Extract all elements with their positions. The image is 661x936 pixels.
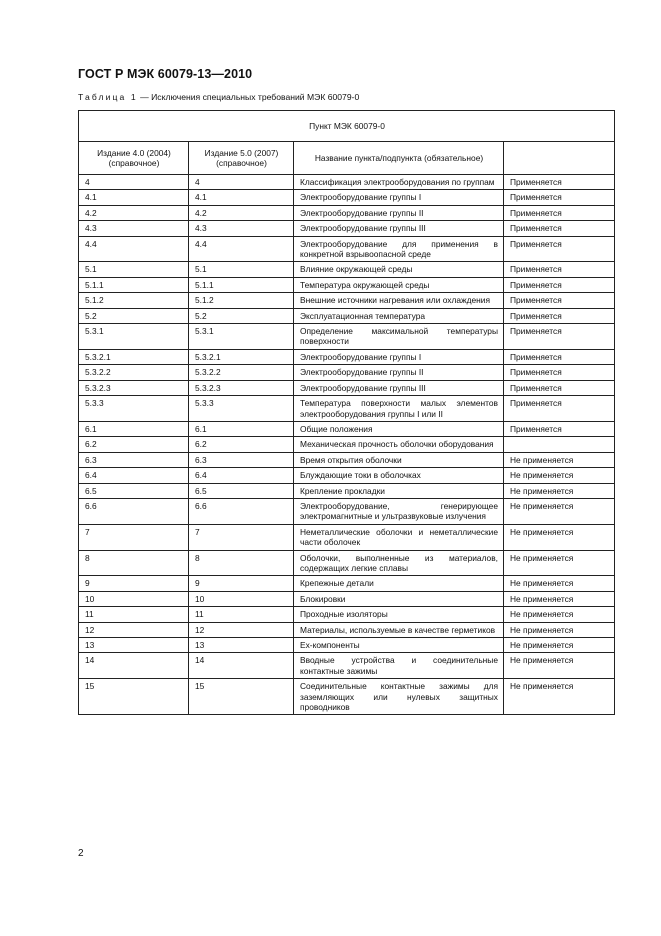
cell-clause-name: Классификация электрооборудования по группам	[294, 175, 504, 190]
cell-applicability	[504, 437, 615, 452]
cell-edition-5: 13	[189, 638, 294, 653]
cell-applicability: Применяется	[504, 380, 615, 395]
cell-edition-4: 6.4	[79, 468, 189, 483]
cell-applicability: Не применяется	[504, 653, 615, 679]
table-caption-label: Таблица 1	[78, 92, 138, 102]
cell-edition-4: 6.5	[79, 483, 189, 498]
cell-edition-5: 6.2	[189, 437, 294, 452]
table-row	[79, 622, 615, 637]
table-body	[79, 175, 615, 715]
table-row	[79, 380, 615, 395]
cell-edition-5: 14	[189, 653, 294, 679]
cell-edition-5: 5.1	[189, 262, 294, 277]
cell-edition-5: 10	[189, 591, 294, 606]
cell-edition-4: 4.4	[79, 236, 189, 262]
table-row	[79, 498, 615, 524]
cell-applicability: Применяется	[504, 324, 615, 350]
cell-edition-4: 15	[79, 679, 189, 715]
cell-edition-5: 5.3.2.1	[189, 349, 294, 364]
table-row	[79, 653, 615, 679]
cell-edition-5: 6.5	[189, 483, 294, 498]
cell-clause-name: Время открытия оболочки	[294, 452, 504, 467]
cell-applicability: Не применяется	[504, 591, 615, 606]
table-column-header-row	[79, 142, 615, 175]
cell-edition-5: 5.1.2	[189, 293, 294, 308]
cell-edition-5: 6.1	[189, 421, 294, 436]
cell-applicability: Не применяется	[504, 638, 615, 653]
table-row	[79, 483, 615, 498]
table-group-header-row	[79, 111, 615, 142]
cell-edition-4: 4.2	[79, 205, 189, 220]
cell-edition-4: 5.1.1	[79, 277, 189, 292]
cell-clause-name: Неметаллические оболочки и неметаллические части оболочек	[294, 524, 504, 550]
column-header-applicability	[504, 142, 615, 175]
cell-edition-4: 5.3.3	[79, 396, 189, 422]
cell-applicability: Применяется	[504, 221, 615, 236]
cell-applicability: Применяется	[504, 421, 615, 436]
table-row	[79, 293, 615, 308]
cell-edition-5: 5.1.1	[189, 277, 294, 292]
cell-clause-name: Соединительные контактные зажимы для заземляющих или нулевых защитных проводников	[294, 679, 504, 715]
cell-edition-4: 5.3.2.3	[79, 380, 189, 395]
cell-applicability: Применяется	[504, 205, 615, 220]
cell-edition-5: 5.3.2.3	[189, 380, 294, 395]
table-row	[79, 591, 615, 606]
group-header-cell: Пункт МЭК 60079-0	[79, 111, 615, 142]
cell-edition-5: 6.4	[189, 468, 294, 483]
cell-clause-name: Электрооборудование группы I	[294, 190, 504, 205]
cell-edition-4: 11	[79, 607, 189, 622]
cell-clause-name: Определение максимальной температуры поверхности	[294, 324, 504, 350]
cell-edition-4: 12	[79, 622, 189, 637]
cell-edition-5: 11	[189, 607, 294, 622]
cell-edition-5: 5.2	[189, 308, 294, 323]
cell-applicability: Не применяется	[504, 550, 615, 576]
table-row	[79, 396, 615, 422]
table-row	[79, 277, 615, 292]
cell-edition-5: 4.3	[189, 221, 294, 236]
table-row	[79, 365, 615, 380]
cell-applicability: Применяется	[504, 308, 615, 323]
cell-applicability: Не применяется	[504, 622, 615, 637]
cell-applicability: Применяется	[504, 277, 615, 292]
cell-clause-name: Электрооборудование, генерирующее электромагнитные и ультразвуковые излучения	[294, 498, 504, 524]
table-row	[79, 236, 615, 262]
cell-edition-4: 10	[79, 591, 189, 606]
cell-clause-name: Механическая прочность оболочки оборудования	[294, 437, 504, 452]
cell-edition-5: 4.4	[189, 236, 294, 262]
cell-applicability: Не применяется	[504, 498, 615, 524]
cell-applicability: Применяется	[504, 396, 615, 422]
cell-applicability: Не применяется	[504, 452, 615, 467]
cell-applicability: Не применяется	[504, 607, 615, 622]
cell-edition-5: 5.3.3	[189, 396, 294, 422]
cell-clause-name: Крепление прокладки	[294, 483, 504, 498]
cell-edition-4: 5.1.2	[79, 293, 189, 308]
document-title: ГОСТ Р МЭК 60079-13—2010	[78, 67, 253, 81]
table-row	[79, 524, 615, 550]
cell-clause-name: Электрооборудование группы III	[294, 380, 504, 395]
cell-applicability: Применяется	[504, 262, 615, 277]
cell-applicability: Не применяется	[504, 524, 615, 550]
cell-applicability: Не применяется	[504, 576, 615, 591]
table-row	[79, 452, 615, 467]
cell-edition-4: 6.3	[79, 452, 189, 467]
cell-edition-4: 5.3.2.1	[79, 349, 189, 364]
cell-clause-name: Общие положения	[294, 421, 504, 436]
cell-edition-5: 4.1	[189, 190, 294, 205]
cell-edition-5: 7	[189, 524, 294, 550]
cell-applicability: Не применяется	[504, 468, 615, 483]
cell-applicability: Применяется	[504, 190, 615, 205]
cell-edition-5: 9	[189, 576, 294, 591]
table-row	[79, 349, 615, 364]
table-row	[79, 205, 615, 220]
cell-edition-4: 5.1	[79, 262, 189, 277]
cell-edition-4: 13	[79, 638, 189, 653]
cell-clause-name: Материалы, используемые в качестве герметиков	[294, 622, 504, 637]
cell-edition-4: 6.2	[79, 437, 189, 452]
page-number: 2	[78, 848, 84, 859]
cell-clause-name: Электрооборудование группы III	[294, 221, 504, 236]
cell-edition-5: 5.3.1	[189, 324, 294, 350]
table-caption-text: — Исключения специальных требований МЭК 60079-0	[137, 92, 360, 102]
table-caption	[78, 92, 359, 102]
cell-clause-name: Вводные устройства и соединительные контактные зажимы	[294, 653, 504, 679]
cell-applicability: Применяется	[504, 175, 615, 190]
column-header-clause-name: Название пункта/подпункта (обязательное)	[294, 142, 504, 175]
cell-edition-4: 5.2	[79, 308, 189, 323]
table-row	[79, 576, 615, 591]
cell-applicability: Применяется	[504, 236, 615, 262]
cell-applicability: Не применяется	[504, 483, 615, 498]
cell-edition-5: 4	[189, 175, 294, 190]
table-row	[79, 190, 615, 205]
cell-edition-5: 15	[189, 679, 294, 715]
cell-clause-name: Температура поверхности малых элементов электрооборудования группы I или II	[294, 396, 504, 422]
cell-clause-name: Блокировки	[294, 591, 504, 606]
cell-edition-4: 5.3.1	[79, 324, 189, 350]
cell-edition-4: 5.3.2.2	[79, 365, 189, 380]
column-header-edition-4: Издание 4.0 (2004) (справочное)	[79, 142, 189, 175]
table-row	[79, 607, 615, 622]
cell-edition-4: 6.6	[79, 498, 189, 524]
cell-clause-name: Электрооборудование группы II	[294, 365, 504, 380]
cell-clause-name: Оболочки, выполненные из материалов, содержащих легкие сплавы	[294, 550, 504, 576]
cell-clause-name: Крепежные детали	[294, 576, 504, 591]
column-header-edition-5: Издание 5.0 (2007) (справочное)	[189, 142, 294, 175]
cell-edition-4: 14	[79, 653, 189, 679]
table-row	[79, 468, 615, 483]
cell-edition-4: 9	[79, 576, 189, 591]
cell-edition-5: 6.3	[189, 452, 294, 467]
cell-clause-name: Электрооборудование для применения в конкретной взрывоопасной среде	[294, 236, 504, 262]
cell-clause-name: Проходные изоляторы	[294, 607, 504, 622]
table-row	[79, 638, 615, 653]
cell-edition-5: 5.3.2.2	[189, 365, 294, 380]
cell-applicability: Применяется	[504, 293, 615, 308]
exceptions-table	[78, 110, 615, 715]
cell-applicability: Не применяется	[504, 679, 615, 715]
table-row	[79, 175, 615, 190]
table-row	[79, 324, 615, 350]
cell-applicability: Применяется	[504, 365, 615, 380]
cell-clause-name: Влияние окружающей среды	[294, 262, 504, 277]
cell-edition-5: 6.6	[189, 498, 294, 524]
cell-edition-5: 8	[189, 550, 294, 576]
cell-applicability: Применяется	[504, 349, 615, 364]
cell-clause-name: Электрооборудование группы I	[294, 349, 504, 364]
table-row	[79, 550, 615, 576]
cell-clause-name: Блуждающие токи в оболочках	[294, 468, 504, 483]
cell-clause-name: Электрооборудование группы II	[294, 205, 504, 220]
cell-edition-4: 6.1	[79, 421, 189, 436]
cell-edition-4: 7	[79, 524, 189, 550]
cell-edition-4: 8	[79, 550, 189, 576]
cell-edition-4: 4	[79, 175, 189, 190]
table-row	[79, 221, 615, 236]
table-row	[79, 421, 615, 436]
cell-edition-5: 4.2	[189, 205, 294, 220]
cell-clause-name: Температура окружающей среды	[294, 277, 504, 292]
cell-clause-name: Ex-компоненты	[294, 638, 504, 653]
table-row	[79, 679, 615, 715]
cell-clause-name: Эксплуатационная температура	[294, 308, 504, 323]
table-row	[79, 308, 615, 323]
cell-clause-name: Внешние источники нагревания или охлаждения	[294, 293, 504, 308]
cell-edition-4: 4.3	[79, 221, 189, 236]
table-row	[79, 262, 615, 277]
cell-edition-5: 12	[189, 622, 294, 637]
cell-edition-4: 4.1	[79, 190, 189, 205]
table-row	[79, 437, 615, 452]
